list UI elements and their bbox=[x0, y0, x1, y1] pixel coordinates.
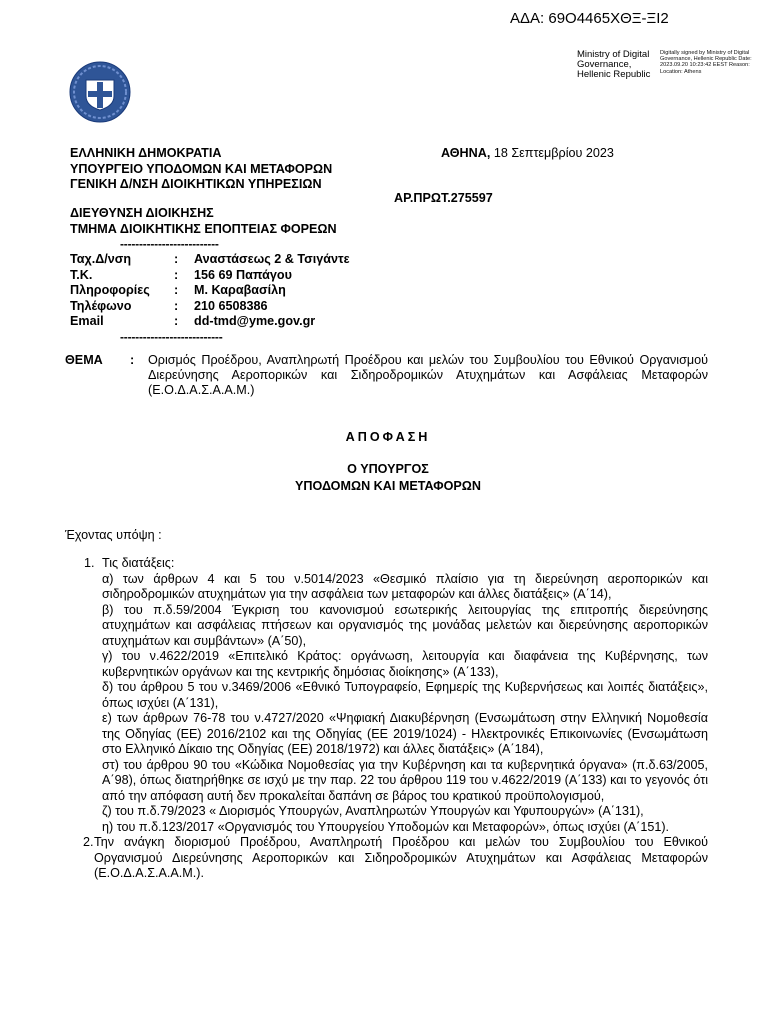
contact-label: Πληροφορίες bbox=[70, 283, 150, 297]
contact-value: 210 6508386 bbox=[194, 298, 268, 313]
digital-signature-details: Digitally signed by Ministry of Digital Governance, Hellenic Republic Date: 2023.09.20 10:23:42 EEST Reason: Location: Athens bbox=[660, 50, 752, 75]
contact-email[interactable]: dd-tmd@yme.gov.gr bbox=[194, 314, 316, 328]
subject-colon: : bbox=[130, 353, 135, 367]
contact-value: Αναστάσεως 2 & Τσιγάντε bbox=[194, 252, 350, 266]
provision-g: ζ) του π.δ.79/2023 « Διορισμός Υπουργών, Αναπληρωτών Υπουργών και Υφυπουργών» (Α΄131), bbox=[102, 804, 644, 818]
date-value: 18 Σεπτεμβρίου 2023 bbox=[493, 146, 614, 160]
contact-row-address: Ταχ.Δ/νση : Αναστάσεως 2 & Τσιγάντε bbox=[70, 252, 350, 266]
subject-label: ΘΕΜΑ bbox=[65, 353, 103, 367]
list-number: 2. bbox=[83, 835, 94, 849]
contact-row-email: Email : dd-tmd@yme.gov.gr bbox=[70, 314, 350, 330]
protocol-number: ΑΡ.ΠΡΩΤ.275597 bbox=[394, 191, 493, 205]
contact-label: Τηλέφωνο bbox=[70, 298, 132, 313]
header-line-ministry: ΥΠΟΥΡΓΕΙΟ ΥΠΟΔΟΜΩΝ ΚΑΙ ΜΕΤΑΦΟΡΩΝ bbox=[70, 161, 333, 176]
digital-signature-signer: Ministry of Digital Governance, Hellenic Republic bbox=[577, 49, 651, 80]
minister-title: Ο ΥΠΟΥΡΓΟΣ bbox=[347, 462, 429, 476]
contact-value: Μ. Καραβασίλη bbox=[194, 283, 286, 297]
list-item bbox=[66, 556, 708, 835]
list-number: 1. bbox=[84, 556, 95, 570]
list-item bbox=[66, 835, 708, 882]
contact-label: Τ.Κ. bbox=[70, 267, 93, 282]
ministry-title: ΥΠΟΔΟΜΩΝ ΚΑΙ ΜΕΤΑΦΟΡΩΝ bbox=[295, 479, 481, 493]
provision-d: δ) του άρθρου 5 του ν.3469/2006 «Εθνικό Τυπογραφείο, Εφημερίς της Κυβερνήσεως και λοιπές διατάξεις», όπως ισχύει (Α΄131), bbox=[102, 680, 708, 710]
contact-row-postcode: Τ.Κ. : 156 69 Παπάγου bbox=[70, 268, 350, 284]
contact-row-info: Πληροφορίες : Μ. Καραβασίλη bbox=[70, 283, 350, 299]
dash-separator-top: -------------------------- bbox=[120, 237, 219, 251]
header-line-directorate: ΓΕΝΙΚΗ Δ/ΝΣΗ ΔΙΟΙΚΗΤΙΚΩΝ ΥΠΗΡΕΣΙΩΝ bbox=[70, 177, 322, 191]
contact-label: Email bbox=[70, 314, 104, 328]
contact-row-phone: Τηλέφωνο : 210 6508386 bbox=[70, 299, 350, 315]
department-block bbox=[70, 206, 337, 253]
contact-value: 156 69 Παπάγου bbox=[194, 267, 292, 282]
department-line-directorate: ΔΙΕΥΘΥΝΣΗ ΔΙΟΙΚΗΣΗΣ bbox=[70, 206, 214, 220]
item-2-text: Την ανάγκη διορισμού Προέδρου, Αναπληρωτή Προέδρου και μελών του Συμβουλίου του Εθνικού Οργανισμού Διερεύνησης Αεροπορικών και Σιδηροδρομικών Ατυχημάτων και Ασφάλειας Μεταφορών (Ε.Ο.Δ.Α.Σ.Α.Α.Μ.). bbox=[94, 835, 708, 880]
contact-label: Ταχ.Δ/νση bbox=[70, 252, 132, 266]
provision-e: ε) των άρθρων 76-78 του ν.4727/2020 «Ψηφιακή Διακυβέρνηση (Ενσωμάτωση στην Ελληνική Νομοθεσία της Οδηγίας (ΕΕ) 2016/2102 και της Οδηγίας (ΕΕ 2019/1024) - Ηλεκτρονικές Επικοινωνίες (Ενσωμάτωση στο Ελληνικό Δίκαιο της Οδηγίας (ΕΕ) 2018/1972) και άλλες διατάξεις» (Α΄184), bbox=[102, 711, 708, 756]
hellenic-republic-emblem-icon bbox=[68, 60, 132, 124]
provision-a: α) των άρθρων 4 και 5 του ν.5014/2023 «Θεσμικό πλαίσιο για τη διερεύνηση αεροπορικών και σιδηροδρομικών ατυχημάτων για την ασφάλεια των μεταφορών και άλλες διατάξεις» (Α΄14), bbox=[102, 571, 708, 601]
subject-text: Ορισμός Προέδρου, Αναπληρωτή Προέδρου και μελών του Συμβουλίου του Εθνικού Οργανισμού Διερεύνησης Αεροπορικών και Σιδηροδρομικών Ατυχημάτων και Ασφάλειας Μεταφορών (Ε.Ο.Δ.Α.Σ.Α.Α.Μ.) bbox=[148, 353, 708, 397]
provision-f: στ) του άρθρου 90 του «Κώδικα Νομοθεσίας για την Κυβέρνηση και τα κυβερνητικά όργανα» (π.δ.63/2005, Α΄98), όπως διατηρήθηκε σε ισχύ με την παρ. 22 του άρθρου 119 του ν.4622/2019 (Α΄133) και το γεγονός ότι από την απόφαση αυτή δεν προκαλείται δαπάνη σε βάρος του κρατικού προϋπολογισμού, bbox=[102, 757, 708, 803]
decision-title: ΑΠΟΦΑΣΗ bbox=[345, 430, 431, 444]
date-city: ΑΘΗΝΑ, bbox=[441, 146, 491, 160]
dash-separator-bottom: --------------------------- bbox=[120, 329, 223, 344]
item-intro: Τις διατάξεις: bbox=[102, 556, 175, 570]
ada-code: ΑΔΑ: 69Ο4465ΧΘΞ-ΞΙ2 bbox=[510, 10, 669, 27]
document-date bbox=[441, 146, 614, 160]
having-in-mind: Έχοντας υπόψη : bbox=[65, 528, 162, 542]
issuing-authority bbox=[70, 146, 332, 193]
header-line-republic: ΕΛΛΗΝΙΚΗ ΔΗΜΟΚΡΑΤΙΑ bbox=[70, 146, 222, 160]
provision-c: γ) του ν.4622/2019 «Επιτελικό Κράτος: οργάνωση, λειτουργία και διαφάνεια της Κυβέρνησης, των κυβερνητικών οργάνων και της κεντρικής δημόσιας διοίκησης» (Α΄133), bbox=[102, 649, 708, 679]
legal-basis-body bbox=[66, 556, 708, 882]
contact-details bbox=[70, 252, 350, 344]
department-line-section: ΤΜΗΜΑ ΔΙΟΙΚΗΤΙΚΗΣ ΕΠΟΠΤΕΙΑΣ ΦΟΡΕΩΝ bbox=[70, 221, 337, 236]
provision-b: β) του π.δ.59/2004 Έγκριση του κανονισμού εσωτερικής λειτουργίας της επιτροπής διερεύνησης ατυχημάτων και ασφάλειας πτήσεων και οργανισμός της μονάδας μελετών και διερεύνησης αεροπορικών ατυχημάτων και συμβάντων» (Α΄50), bbox=[102, 602, 708, 648]
provision-h: η) του π.δ.123/2017 «Οργανισμός του Υπουργείου Υποδομών και Μεταφορών», όπως ισχύει (Α΄151). bbox=[102, 819, 670, 834]
